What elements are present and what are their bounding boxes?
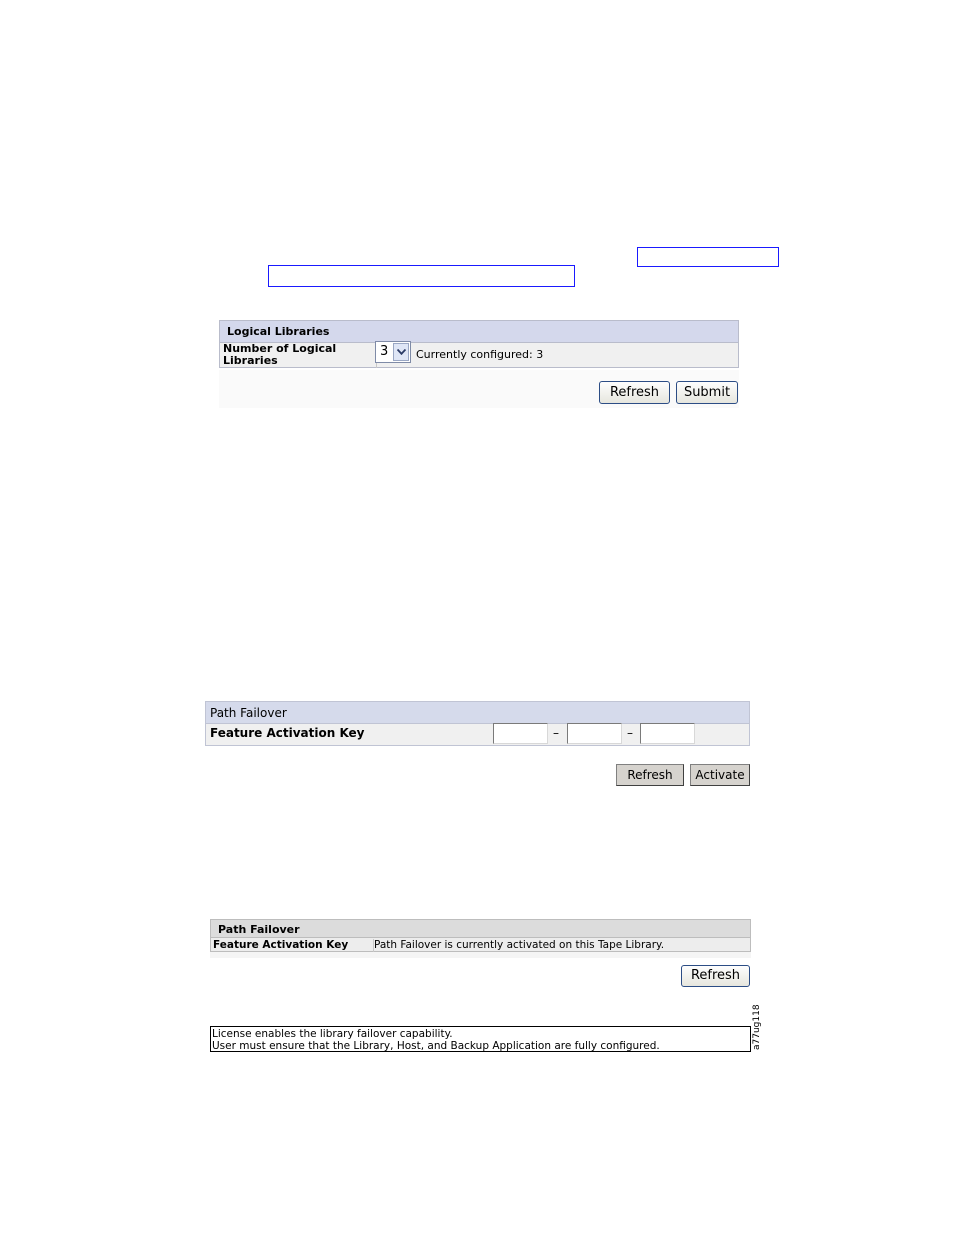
path-failover-status-header [211, 920, 750, 938]
activation-key-input-1[interactable] [493, 723, 548, 744]
feature-activation-key-label: Feature Activation Key [210, 726, 365, 740]
figure-id: a77ug118 [752, 1004, 762, 1050]
license-note-line-2: User must ensure that the Library, Host, and Backup Application are fully configured. [212, 1040, 660, 1052]
path-failover-activation-header [206, 702, 749, 724]
number-of-logical-libraries-label-cell [222, 342, 377, 368]
activation-key-input-2[interactable] [567, 723, 622, 744]
path-failover-activate-button[interactable]: Activate [690, 764, 750, 786]
currently-configured-text: Currently configured: 3 [416, 348, 544, 361]
path-failover-status-footer [210, 952, 751, 958]
license-note-box [210, 1026, 751, 1052]
logical-libraries-submit-button[interactable]: Submit [676, 381, 738, 404]
logical-libraries-refresh-button[interactable]: Refresh [599, 381, 670, 404]
activation-key-input-3[interactable] [640, 723, 695, 744]
path-failover-activation-title: Path Failover [210, 706, 287, 720]
logical-libraries-header [220, 321, 738, 343]
path-failover-status-title: Path Failover [218, 923, 300, 936]
logical-libraries-select-value: 3 [380, 344, 389, 359]
chevron-down-icon[interactable] [393, 343, 409, 361]
activation-key-separator-1: – [553, 726, 559, 740]
path-failover-status-refresh-button[interactable]: Refresh [681, 965, 750, 987]
path-failover-status-text: Path Failover is currently activated on this Tape Library. [374, 939, 665, 951]
cross-reference-link-2[interactable] [268, 265, 575, 287]
logical-libraries-title: Logical Libraries [227, 325, 330, 338]
activation-key-separator-2: – [627, 726, 633, 740]
path-failover-refresh-button[interactable]: Refresh [616, 764, 684, 786]
path-failover-status-panel [210, 919, 751, 952]
logical-libraries-select[interactable] [375, 341, 411, 363]
license-note-line-1: License enables the library failover capability. [212, 1028, 453, 1040]
feature-activation-key-status-label: Feature Activation Key [213, 939, 374, 952]
number-of-logical-libraries-label: Number of Logical Libraries [223, 342, 337, 367]
cross-reference-link-1[interactable] [637, 247, 779, 267]
